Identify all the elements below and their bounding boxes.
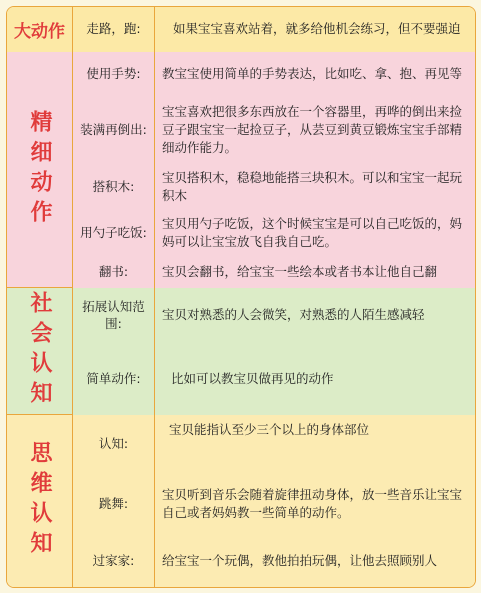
item-text: 比如可以教宝贝做再见的动作 [171, 370, 334, 386]
item-label: 使用手势: [73, 52, 155, 96]
item-text: 宝贝听到音乐会随着旋律扭动身体，放一些音乐让宝宝自己或者妈妈教一些简单的动作。 [162, 486, 463, 520]
table-row [73, 210, 475, 257]
item-label: 搭积木: [73, 164, 155, 210]
table-row [73, 52, 475, 97]
table-row [73, 415, 475, 474]
category-cell [7, 288, 73, 415]
item-text: 宝贝会翻书，给宝宝一些绘本或者书本让他自己翻 [162, 263, 438, 279]
item-label: 装满再倒出: [73, 96, 155, 164]
category-social-cognition: 社会认知 [27, 291, 52, 411]
item-text: 给宝宝一个玩偶，教他拍拍玩偶，让他去照顾别人 [162, 552, 438, 568]
item-label: 翻书: [73, 256, 155, 288]
item-label: 跳舞: [73, 473, 155, 535]
item-label: 用勺子吃饭: [73, 210, 155, 256]
table-row [73, 256, 475, 289]
category-gross-motor: 大动作 [14, 22, 65, 42]
item-text: 宝贝对熟悉的人会微笑，对熟悉的人陌生感减轻 [162, 307, 425, 323]
table-row [7, 7, 475, 53]
item-label: 认知: [73, 415, 155, 473]
item-text: 宝贝用勺子吃饭，这个时候宝宝是可以自己吃饭的，妈妈可以让宝宝放飞自我自己吃。 [162, 215, 463, 249]
item-label: 走路，跑: [73, 7, 155, 52]
category-cell [7, 7, 73, 52]
table-row [73, 473, 475, 536]
category-cell [7, 415, 73, 587]
item-text: 教宝宝使用简单的手势表达，比如吃、拿、抱、再见等 [162, 65, 463, 81]
table-row [73, 164, 475, 211]
item-label: 过家家: [73, 535, 155, 587]
category-fine-motor: 精细动作 [27, 109, 52, 230]
category-cell [7, 52, 73, 288]
item-text: 宝宝喜欢把很多东西放在一个容器里，再哗的倒出来捡豆子跟宝宝一起捡豆子，从芸豆到黄豆锻炼宝宝手部精细动作能力。 [162, 103, 463, 156]
table-row [73, 96, 475, 165]
item-text: 如果宝宝喜欢站着，就多给他机会练习，但不要强迫 [173, 21, 461, 37]
table-row [73, 535, 475, 587]
category-thinking-cognition: 思维认知 [27, 441, 52, 561]
table-row [73, 343, 475, 416]
item-text: 宝贝搭积木，稳稳地能搭三块积木。可以和宝宝一起玩积木 [162, 169, 463, 203]
item-label: 简单动作: [73, 343, 155, 415]
development-table [6, 6, 476, 588]
table-row [73, 288, 475, 344]
item-text: 宝贝能指认至少三个以上的身体部位 [169, 422, 370, 437]
item-label: 拓展认知范围: [73, 288, 155, 343]
